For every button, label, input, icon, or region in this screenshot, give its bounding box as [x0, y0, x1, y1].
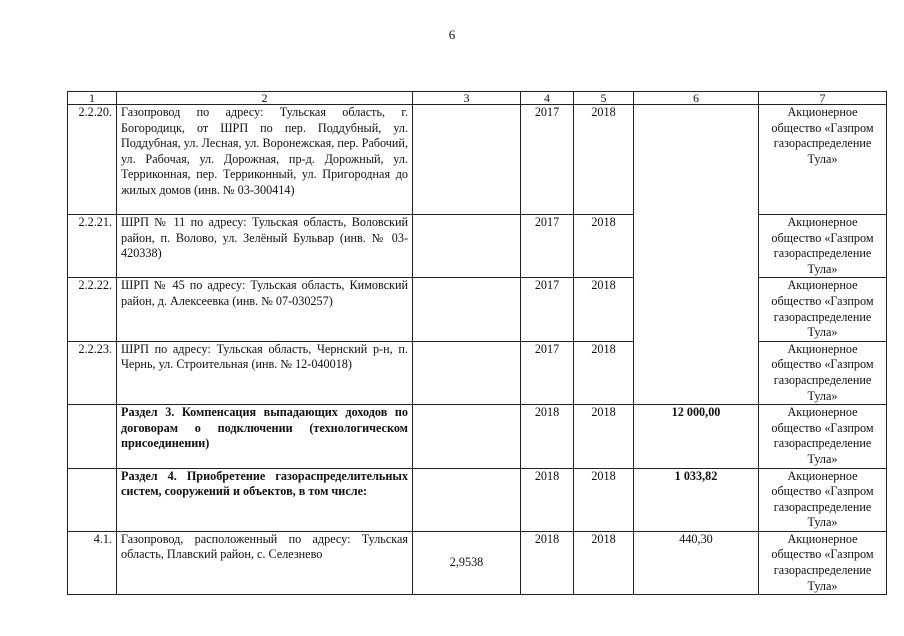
row-length [413, 105, 521, 215]
row-owner: Акционерное общество «Газпром газораспределение Тула» [759, 105, 887, 215]
row-length: 2,9538 [413, 531, 521, 594]
column-header-2: 2 [117, 92, 413, 105]
row-owner: Акционерное общество «Газпром газораспределение Тула» [759, 405, 887, 468]
row-length [413, 341, 521, 404]
row-length [413, 215, 521, 278]
row-owner: Акционерное общество «Газпром газораспределение Тула» [759, 278, 887, 341]
row-number [68, 405, 117, 468]
row-number: 2.2.21. [68, 215, 117, 278]
row-description: Газопровод по адресу: Тульская область, г. Богородицк, от ШРП по пер. Поддубный, ул. Поддубная, ул. Лесная, ул. Воронежская, пер. Рабочий, ул. Рабочая, ул. Дорожная, пр-д. Дорожный, ул. Терриконная, пер. Терриконный, ул. Пригородная до жилых домов (инв. № 03-300414) [117, 105, 413, 215]
row-end-year: 2018 [574, 405, 634, 468]
table-row [68, 531, 887, 594]
row-length [413, 278, 521, 341]
table-row [68, 341, 887, 404]
table-row [68, 405, 887, 468]
header-row [68, 92, 887, 105]
row-cost: 12 000,00 [634, 405, 759, 468]
row-start-year: 2017 [521, 215, 574, 278]
row-start-year: 2018 [521, 468, 574, 531]
row-number: 2.2.20. [68, 105, 117, 215]
section-heading: Раздел 4. Приобретение газораспределительных систем, сооружений и объектов, в том числе: [117, 468, 413, 531]
row-cost: 440,30 [634, 531, 759, 594]
table-row [68, 468, 887, 531]
table-row [68, 215, 887, 278]
row-start-year: 2017 [521, 105, 574, 215]
column-header-7: 7 [759, 92, 887, 105]
row-description: Газопровод, расположенный по адресу: Тульская область, Плавский район, с. Селезнево [117, 531, 413, 594]
row-start-year: 2017 [521, 341, 574, 404]
row-description: ШРП № 11 по адресу: Тульская область, Воловский район, п. Волово, ул. Зелёный Бульвар (инв. № 03-420338) [117, 215, 413, 278]
row-owner: Акционерное общество «Газпром газораспределение Тула» [759, 341, 887, 404]
table-row [68, 278, 887, 341]
row-end-year: 2018 [574, 105, 634, 215]
row-start-year: 2018 [521, 405, 574, 468]
row-owner: Акционерное общество «Газпром газораспределение Тула» [759, 468, 887, 531]
row-end-year: 2018 [574, 468, 634, 531]
row-end-year: 2018 [574, 278, 634, 341]
row-owner: Акционерное общество «Газпром газораспределение Тула» [759, 215, 887, 278]
row-number: 2.2.22. [68, 278, 117, 341]
row-description: ШРП № 45 по адресу: Тульская область, Кимовский район, д. Алексеевка (инв. № 07-030257) [117, 278, 413, 341]
row-owner: Акционерное общество «Газпром газораспределение Тула» [759, 531, 887, 594]
column-header-5: 5 [574, 92, 634, 105]
column-header-4: 4 [521, 92, 574, 105]
page-number: 6 [448, 27, 456, 42]
row-cost [634, 105, 759, 405]
row-end-year: 2018 [574, 215, 634, 278]
row-start-year: 2017 [521, 278, 574, 341]
column-header-6: 6 [634, 92, 759, 105]
row-start-year: 2018 [521, 531, 574, 594]
column-header-1: 1 [68, 92, 117, 105]
column-header-3: 3 [413, 92, 521, 105]
row-description: ШРП по адресу: Тульская область, Чернский р-н, п. Чернь, ул. Строительная (инв. № 12-040018) [117, 341, 413, 404]
row-length [413, 405, 521, 468]
row-end-year: 2018 [574, 531, 634, 594]
row-number: 2.2.23. [68, 341, 117, 404]
table-row [68, 105, 887, 215]
projects-table [67, 91, 887, 595]
row-end-year: 2018 [574, 341, 634, 404]
row-number [68, 468, 117, 531]
row-cost: 1 033,82 [634, 468, 759, 531]
section-heading: Раздел 3. Компенсация выпадающих доходов по договорам о подключении (технологическом присоединении) [117, 405, 413, 468]
row-number: 4.1. [68, 531, 117, 594]
row-length [413, 468, 521, 531]
